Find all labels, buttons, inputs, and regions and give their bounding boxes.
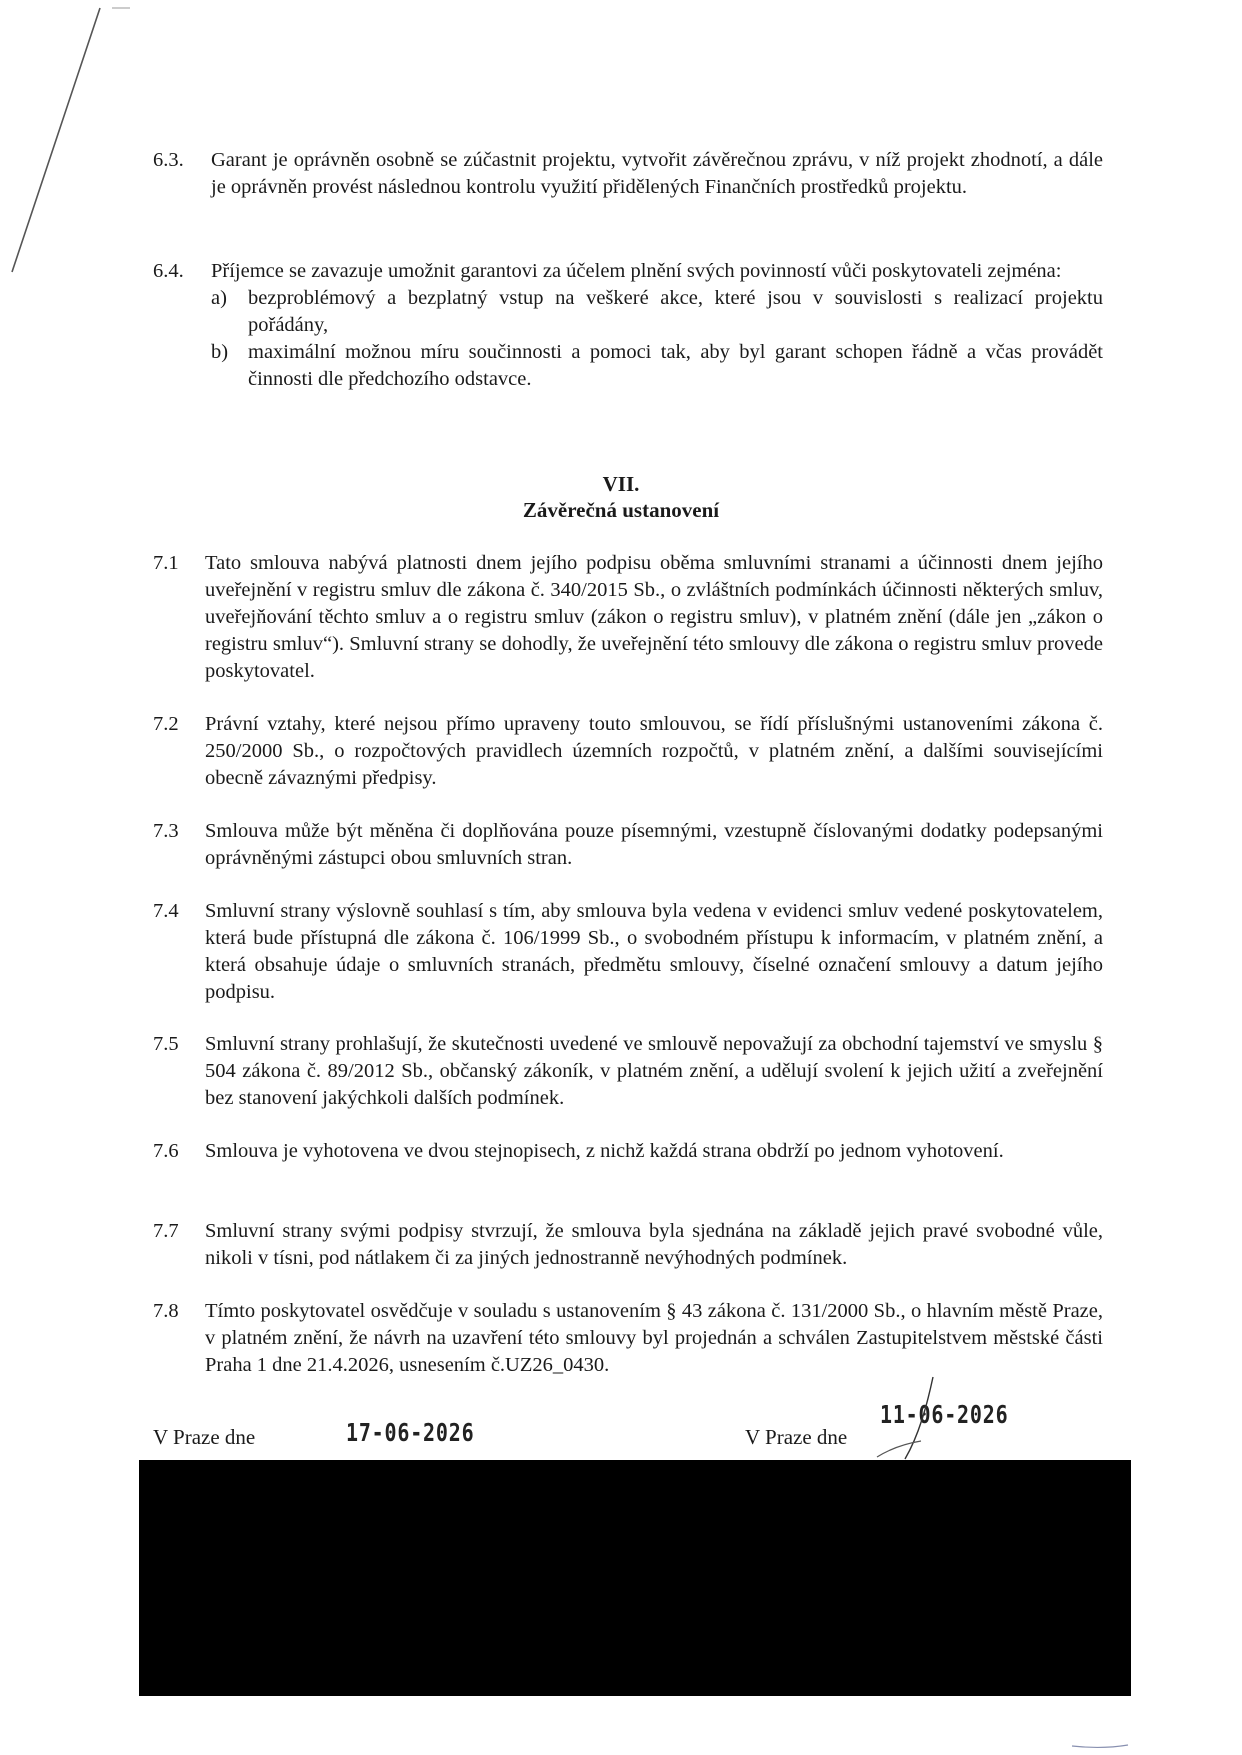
clause-text: Právní vztahy, které nejsou přímo upraveny touto smlouvou, se řídí příslušnými ustanoveními zákona č. 250/2000 Sb., o rozpočtových pravidlech územních rozpočtů, v platném znění, a dalšími souvisejícími obecně závaznými předpisy. xyxy=(205,713,1103,789)
scan-edge-mark xyxy=(0,0,130,290)
clause-7-5 xyxy=(153,1031,1103,1112)
clause-text: Smlouva je vyhotovena ve dvou stejnopisech, z nichž každá strana obdrží po jednom vyhotovení. xyxy=(205,1140,1004,1162)
clause-number: 7.1 xyxy=(153,552,179,574)
signature-place-left: V Praze dne xyxy=(153,1425,256,1449)
clause-text: Příjemce se zavazuje umožnit garantovi za účelem plnění svých povinností vůči poskytovateli zejména: xyxy=(211,260,1062,282)
clause-7-4 xyxy=(153,898,1103,1006)
scan-edge-mark-right xyxy=(1070,1740,1130,1752)
redacted-signature-block xyxy=(139,1460,1131,1696)
clause-number: 7.3 xyxy=(153,820,179,842)
clause-7-6 xyxy=(153,1138,1103,1165)
clause-7-8 xyxy=(153,1298,1103,1379)
section-title: Závěrečná ustanovení xyxy=(522,498,720,522)
clause-number: 6.4. xyxy=(153,260,184,282)
list-item-text: bezproblémový a bezplatný vstup na veškeré akce, které jsou v souvislosti s realizací projektu pořádány, xyxy=(248,287,1103,336)
section-number: VII. xyxy=(602,472,640,496)
list-item-a xyxy=(211,285,1103,339)
signature-place-right: V Praze dne xyxy=(745,1425,848,1449)
clause-7-7 xyxy=(153,1218,1103,1272)
clause-number: 7.6 xyxy=(153,1140,179,1162)
clause-number: 7.7 xyxy=(153,1220,179,1242)
clause-text: Smlouva může být měněna či doplňována pouze písemnými, vzestupně číslovanými dodatky podepsanými oprávněnými zástupci obou smluvních stran. xyxy=(205,820,1103,869)
clause-number: 7.5 xyxy=(153,1033,179,1055)
clause-text: Smluvní strany svými podpisy stvrzují, že smlouva byla sjednána na základě jejich pravé svobodné vůle, nikoli v tísni, pod nátlakem či za jiných jednostranně nevýhodných podmínek. xyxy=(205,1220,1103,1269)
clause-text: Smluvní strany výslovně souhlasí s tím, aby smlouva byla vedena v evidenci smluv vedené poskytovatelem, která bude přístupná dle zákona č. 106/1999 Sb., o svobodném přístupu k informacím, v platném znění, a která obsahuje údaje o smluvních stranách, předmětu smlouvy, číselné označení smlouvy a datum jejího podpisu. xyxy=(205,900,1103,1003)
clause-text: Tímto poskytovatel osvědčuje v souladu s ustanovením § 43 zákona č. 131/2000 Sb., o hlavním městě Praze, v platném znění, že návrh na uzavření této smlouvy byl projednán a schválen Zastupitelstvem městské části Praha 1 dne 21.4.2026, usnesením č.UZ26_0430. xyxy=(205,1300,1103,1376)
signature-stroke xyxy=(875,1375,965,1465)
clause-number: 7.8 xyxy=(153,1300,179,1322)
list-item-text: maximální možnou míru součinnosti a pomoci tak, aby byl garant schopen řádně a včas provádět činnosti dle předchozího odstavce. xyxy=(248,341,1103,390)
date-stamp-left: 17-06-2026 xyxy=(346,1418,475,1447)
clause-number: 7.2 xyxy=(153,713,179,735)
clause-text: Tato smlouva nabývá platnosti dnem jejího podpisu oběma smluvními stranami a účinnosti dnem jejího uveřejnění v registru smluv dle zákona č. 340/2015 Sb., o zvláštních podmínkách účinnosti některých smluv, uveřejňování těchto smluv a o registru smluv (zákon o registru smluv), v platném znění (dále jen „zákon o registru smluv“). Smluvní strany se dohodly, že uveřejnění této smlouvy dle zákona o registru smluv provede poskytovatel. xyxy=(205,552,1103,682)
clause-text: Smluvní strany prohlašují, že skutečnosti uvedené ve smlouvě nepovažují za obchodní tajemství ve smyslu § 504 zákona č. 89/2012 Sb., občanský zákoník, v platném znění, a udělují svolení k jejich užití a zveřejnění bez stanovení jakýchkoli dalších podmínek. xyxy=(205,1033,1103,1109)
list-item-b xyxy=(211,339,1103,393)
clause-7-1 xyxy=(153,550,1103,685)
clause-6-4 xyxy=(153,258,1103,393)
clause-6-3 xyxy=(153,147,1103,201)
clause-7-2 xyxy=(153,711,1103,792)
list-marker: b) xyxy=(211,341,229,363)
clause-7-3 xyxy=(153,818,1103,872)
list-marker: a) xyxy=(211,287,227,309)
clause-text: Garant je oprávněn osobně se zúčastnit projektu, vytvořit závěrečnou zprávu, v níž projekt zhodnotí, a dále je oprávněn provést následnou kontrolu využití přidělených Finančních prostředků projektu. xyxy=(211,149,1103,198)
date-stamp-right: 11-06-2026 xyxy=(880,1400,1009,1429)
clause-number: 7.4 xyxy=(153,900,179,922)
clause-number: 6.3. xyxy=(153,149,184,171)
